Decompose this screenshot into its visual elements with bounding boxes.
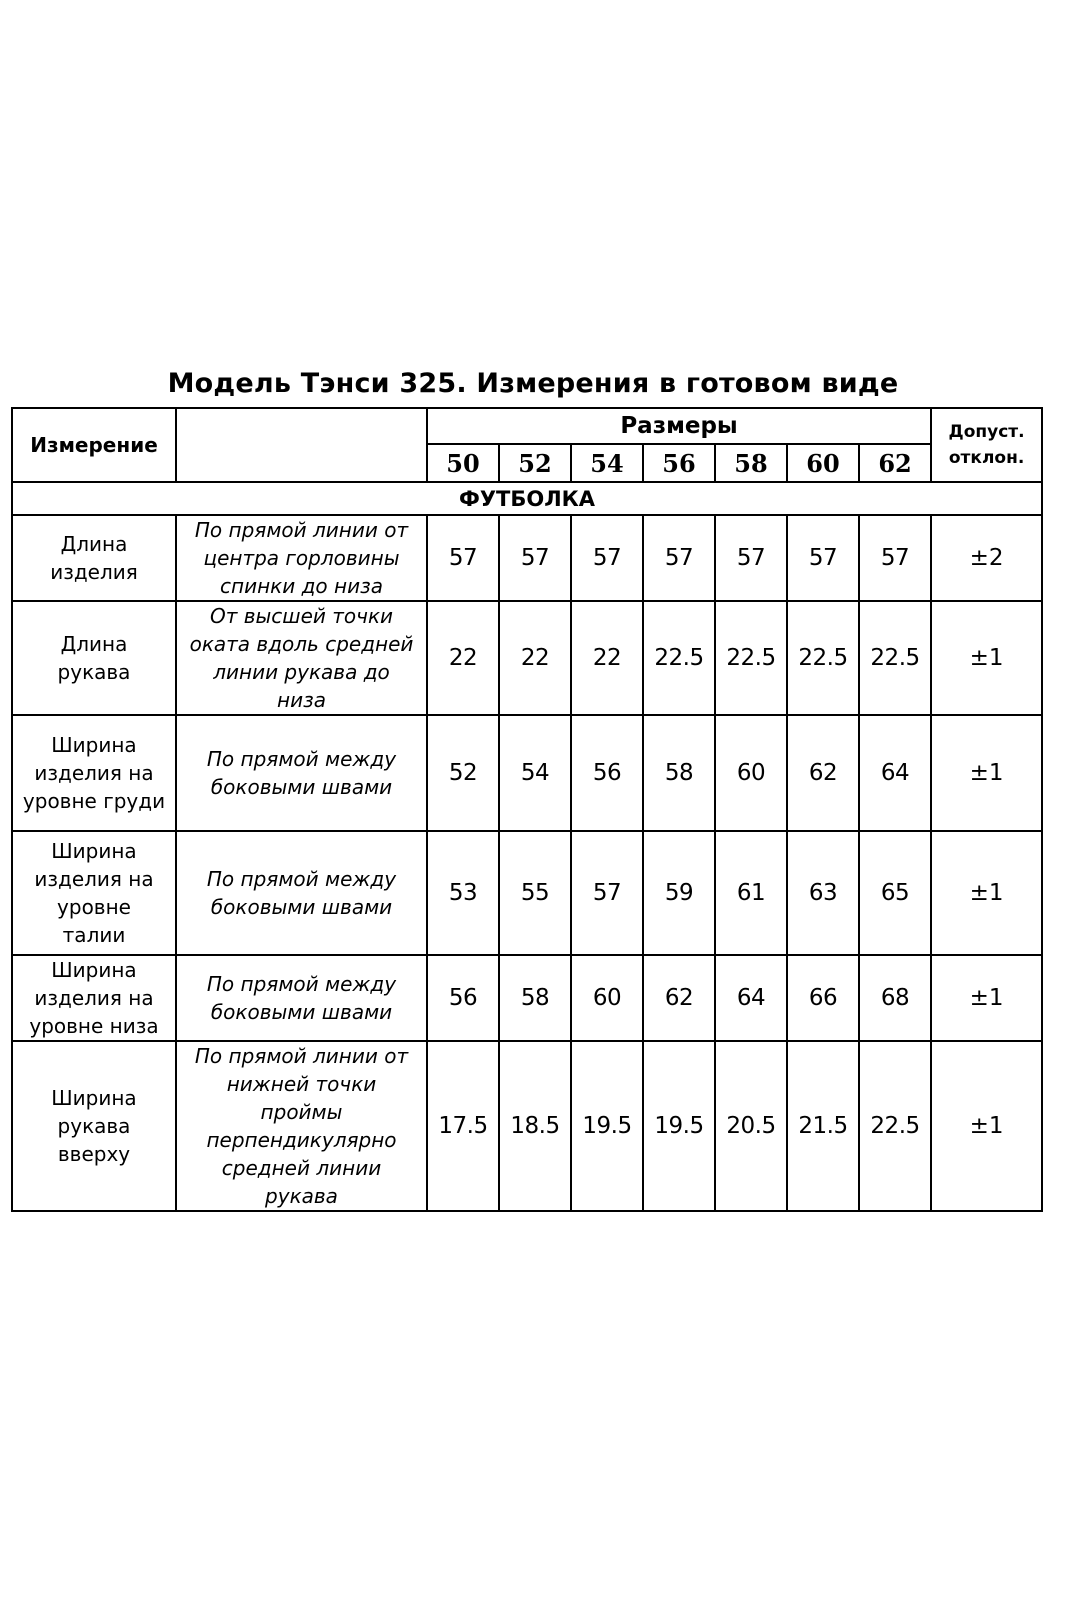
name-line: Ширина: [51, 733, 137, 757]
measurement-name: [12, 715, 176, 831]
value-cell: 22.5: [643, 601, 715, 715]
name-line: рукава: [57, 1114, 131, 1138]
measurement-name: [12, 831, 176, 955]
section-title: ФУТБОЛКА: [12, 482, 1042, 515]
measurement-name: [12, 1041, 176, 1211]
value-cell: 57: [643, 515, 715, 601]
name-line: талии: [62, 923, 126, 947]
value-cell: 22: [499, 601, 571, 715]
tolerance-cell: ±1: [931, 601, 1042, 715]
measurement-description: [176, 1041, 427, 1211]
value-cell: 20.5: [715, 1041, 787, 1211]
value-cell: 55: [499, 831, 571, 955]
value-cell: 22.5: [859, 601, 931, 715]
tolerance-header-line: отклон.: [948, 448, 1025, 468]
section-row: [12, 482, 1042, 515]
value-cell: 57: [427, 515, 499, 601]
desc-line: низа: [277, 688, 326, 712]
description-header: [176, 408, 427, 482]
size-header-cell: 54: [571, 444, 643, 482]
table-row: [12, 1041, 1042, 1211]
desc-line: рукава: [265, 1184, 338, 1208]
value-cell: 22: [571, 601, 643, 715]
value-cell: 60: [571, 955, 643, 1041]
desc-line: От высшей точки: [209, 604, 394, 628]
measurement-name: [12, 515, 176, 601]
value-cell: 66: [787, 955, 859, 1041]
name-line: уровне: [57, 895, 131, 919]
name-line: изделия на: [34, 761, 154, 785]
measurement-header: Измерение: [12, 408, 176, 482]
measurement-description: [176, 715, 427, 831]
value-cell: 56: [427, 955, 499, 1041]
size-header-cell: 52: [499, 444, 571, 482]
value-cell: 62: [787, 715, 859, 831]
table-row: [12, 601, 1042, 715]
value-cell: 18.5: [499, 1041, 571, 1211]
desc-line: По прямой линии от: [194, 1044, 409, 1068]
size-header-cell: 56: [643, 444, 715, 482]
measurement-description: [176, 601, 427, 715]
value-cell: 63: [787, 831, 859, 955]
value-cell: 19.5: [571, 1041, 643, 1211]
header-row-top: [12, 408, 1042, 444]
value-cell: 57: [571, 515, 643, 601]
name-line: вверху: [57, 1142, 131, 1166]
measurement-description: [176, 515, 427, 601]
name-line: рукава: [57, 660, 131, 684]
desc-line: По прямой между: [206, 747, 397, 771]
name-line: изделия: [50, 560, 138, 584]
value-cell: 57: [859, 515, 931, 601]
measurement-name: [12, 955, 176, 1041]
name-line: изделия на: [34, 867, 154, 891]
value-cell: 19.5: [643, 1041, 715, 1211]
measurement-description: [176, 831, 427, 955]
table-row: [12, 715, 1042, 831]
value-cell: 64: [715, 955, 787, 1041]
tolerance-header-line: Допуст.: [948, 422, 1025, 442]
tolerance-cell: ±1: [931, 831, 1042, 955]
value-cell: 22.5: [715, 601, 787, 715]
name-line: Длина: [60, 532, 128, 556]
value-cell: 22.5: [859, 1041, 931, 1211]
tolerance-cell: ±1: [931, 955, 1042, 1041]
value-cell: 58: [499, 955, 571, 1041]
table-row: [12, 955, 1042, 1041]
page-title: Модель Тэнси 325. Измерения в готовом виде: [167, 368, 899, 399]
name-line: Ширина: [51, 1086, 137, 1110]
value-cell: 22.5: [787, 601, 859, 715]
name-line: Ширина: [51, 839, 137, 863]
desc-line: перпендикулярно: [206, 1128, 397, 1152]
desc-line: боковыми швами: [210, 895, 393, 919]
sizes-header: Размеры: [427, 408, 931, 444]
tolerance-cell: ±2: [931, 515, 1042, 601]
value-cell: 54: [499, 715, 571, 831]
desc-line: По прямой между: [206, 972, 397, 996]
value-cell: 52: [427, 715, 499, 831]
desc-line: боковыми швами: [210, 1000, 393, 1024]
value-cell: 59: [643, 831, 715, 955]
tolerance-header: [931, 408, 1042, 482]
value-cell: 22: [427, 601, 499, 715]
desc-line: средней линии: [221, 1156, 382, 1180]
value-cell: 57: [571, 831, 643, 955]
name-line: Длина: [60, 632, 128, 656]
desc-line: боковыми швами: [210, 775, 393, 799]
tolerance-cell: ±1: [931, 715, 1042, 831]
size-header-cell: 60: [787, 444, 859, 482]
desc-line: линии рукава до: [213, 660, 390, 684]
value-cell: 53: [427, 831, 499, 955]
desc-line: оката вдоль средней: [189, 632, 414, 656]
table-row: [12, 515, 1042, 601]
value-cell: 60: [715, 715, 787, 831]
size-header-cell: 58: [715, 444, 787, 482]
desc-line: центра горловины: [203, 546, 400, 570]
name-line: изделия на: [34, 986, 154, 1010]
desc-line: По прямой между: [206, 867, 397, 891]
value-cell: 17.5: [427, 1041, 499, 1211]
desc-line: нижней точки: [226, 1072, 377, 1096]
value-cell: 68: [859, 955, 931, 1041]
value-cell: 56: [571, 715, 643, 831]
name-line: уровне низа: [29, 1014, 159, 1038]
value-cell: 57: [787, 515, 859, 601]
value-cell: 64: [859, 715, 931, 831]
value-cell: 57: [499, 515, 571, 601]
value-cell: 61: [715, 831, 787, 955]
desc-line: проймы: [260, 1100, 343, 1124]
value-cell: 57: [715, 515, 787, 601]
measurement-name: [12, 601, 176, 715]
measurement-description: [176, 955, 427, 1041]
value-cell: 62: [643, 955, 715, 1041]
tolerance-cell: ±1: [931, 1041, 1042, 1211]
table-row: [12, 831, 1042, 955]
value-cell: 21.5: [787, 1041, 859, 1211]
value-cell: 58: [643, 715, 715, 831]
desc-line: спинки до низа: [220, 574, 383, 598]
size-header-cell: 62: [859, 444, 931, 482]
name-line: Ширина: [51, 958, 137, 982]
value-cell: 65: [859, 831, 931, 955]
size-table: [11, 407, 1043, 1212]
size-header-cell: 50: [427, 444, 499, 482]
name-line: уровне груди: [22, 789, 166, 813]
desc-line: По прямой линии от: [194, 518, 409, 542]
